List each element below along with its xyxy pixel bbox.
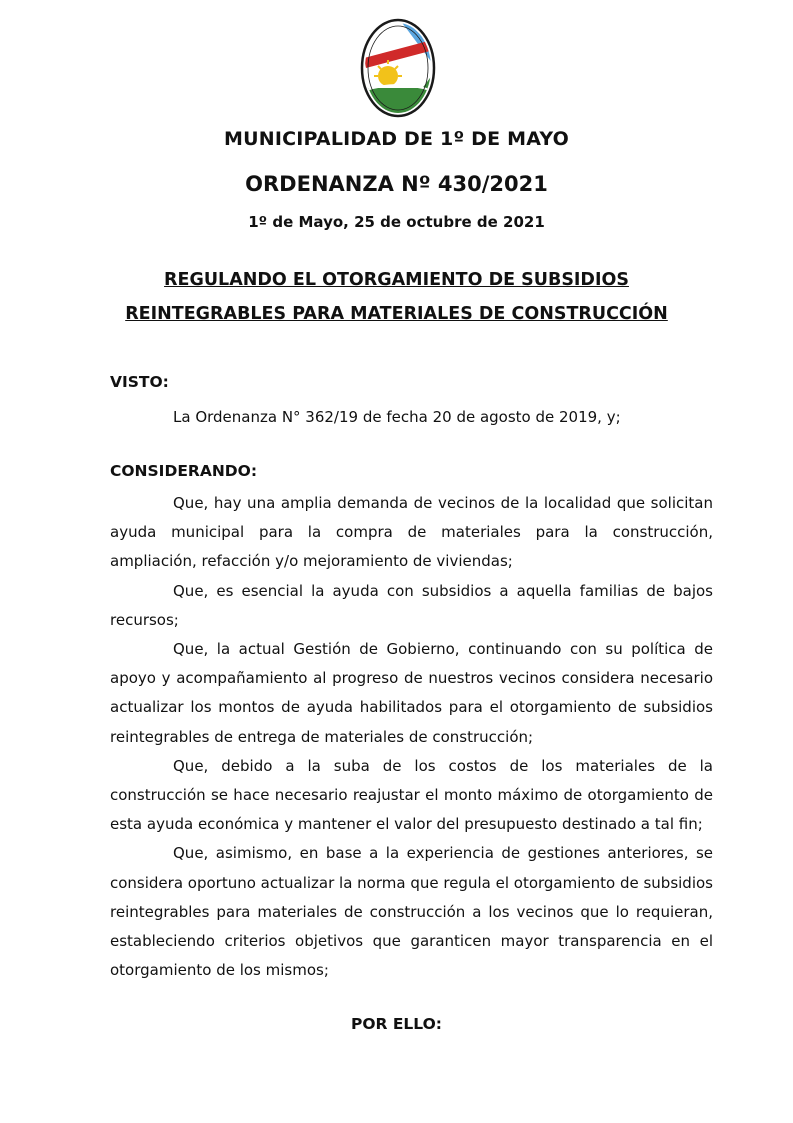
municipal-seal-icon [360, 18, 436, 118]
ordinance-date: 1º de Mayo, 25 de octubre de 2021 [248, 213, 545, 231]
considerando-paragraph-2: Que, es esencial la ayuda con subsidios a aquella familias de bajos recursos; [110, 581, 713, 629]
visto-text: La Ordenanza N° 362/19 de fecha 20 de agosto de 2019, y; [173, 408, 621, 426]
ordinance-number: ORDENANZA Nº 430/2021 [245, 172, 548, 196]
considerando-heading: CONSIDERANDO: [110, 462, 258, 480]
por-ello-heading: POR ELLO: [350, 1015, 443, 1033]
considerando-paragraph-1: Que, hay una amplia demanda de vecinos de la localidad que solicitan ayuda municipal para la compra de materiales para la construcción, ampliación, refacción y/o mejoramiento de viviendas; [110, 494, 713, 571]
municipality-name: MUNICIPALIDAD DE 1º DE MAYO [224, 128, 569, 150]
title-line-1: REGULANDO EL OTORGAMIENTO DE SUBSIDIOS [164, 270, 629, 290]
considerando-paragraph-4: Que, debido a la suba de los costos de los materiales de la construcción se hace necesario reajustar el monto máximo de otorgamiento de esta ayuda económica y mantener el valor del presupuesto destinado a tal fin; [110, 756, 713, 834]
visto-heading: VISTO: [110, 373, 169, 391]
considerando-paragraph-5: Que, asimismo, en base a la experiencia de gestiones anteriores, se considera oportuno actualizar la norma que regula el otorgamiento de subsidios reintegrables para materiales de construcción a los vecinos que lo requieran, estableciendo criterios objetivos que garanticen mayor transparencia en el otorgamiento de los mismos; [110, 844, 713, 980]
considerando-body [110, 489, 713, 985]
title-line-2: REINTEGRABLES PARA MATERIALES DE CONSTRUCCIÓN [125, 304, 668, 324]
considerando-paragraph-3: Que, la actual Gestión de Gobierno, continuando con su política de apoyo y acompañamiento al progreso de nuestros vecinos considera necesario actualizar los montos de ayuda habilitados para el otorgamiento de subsidios reintegrables de entrega de materiales de construcción; [110, 640, 713, 746]
